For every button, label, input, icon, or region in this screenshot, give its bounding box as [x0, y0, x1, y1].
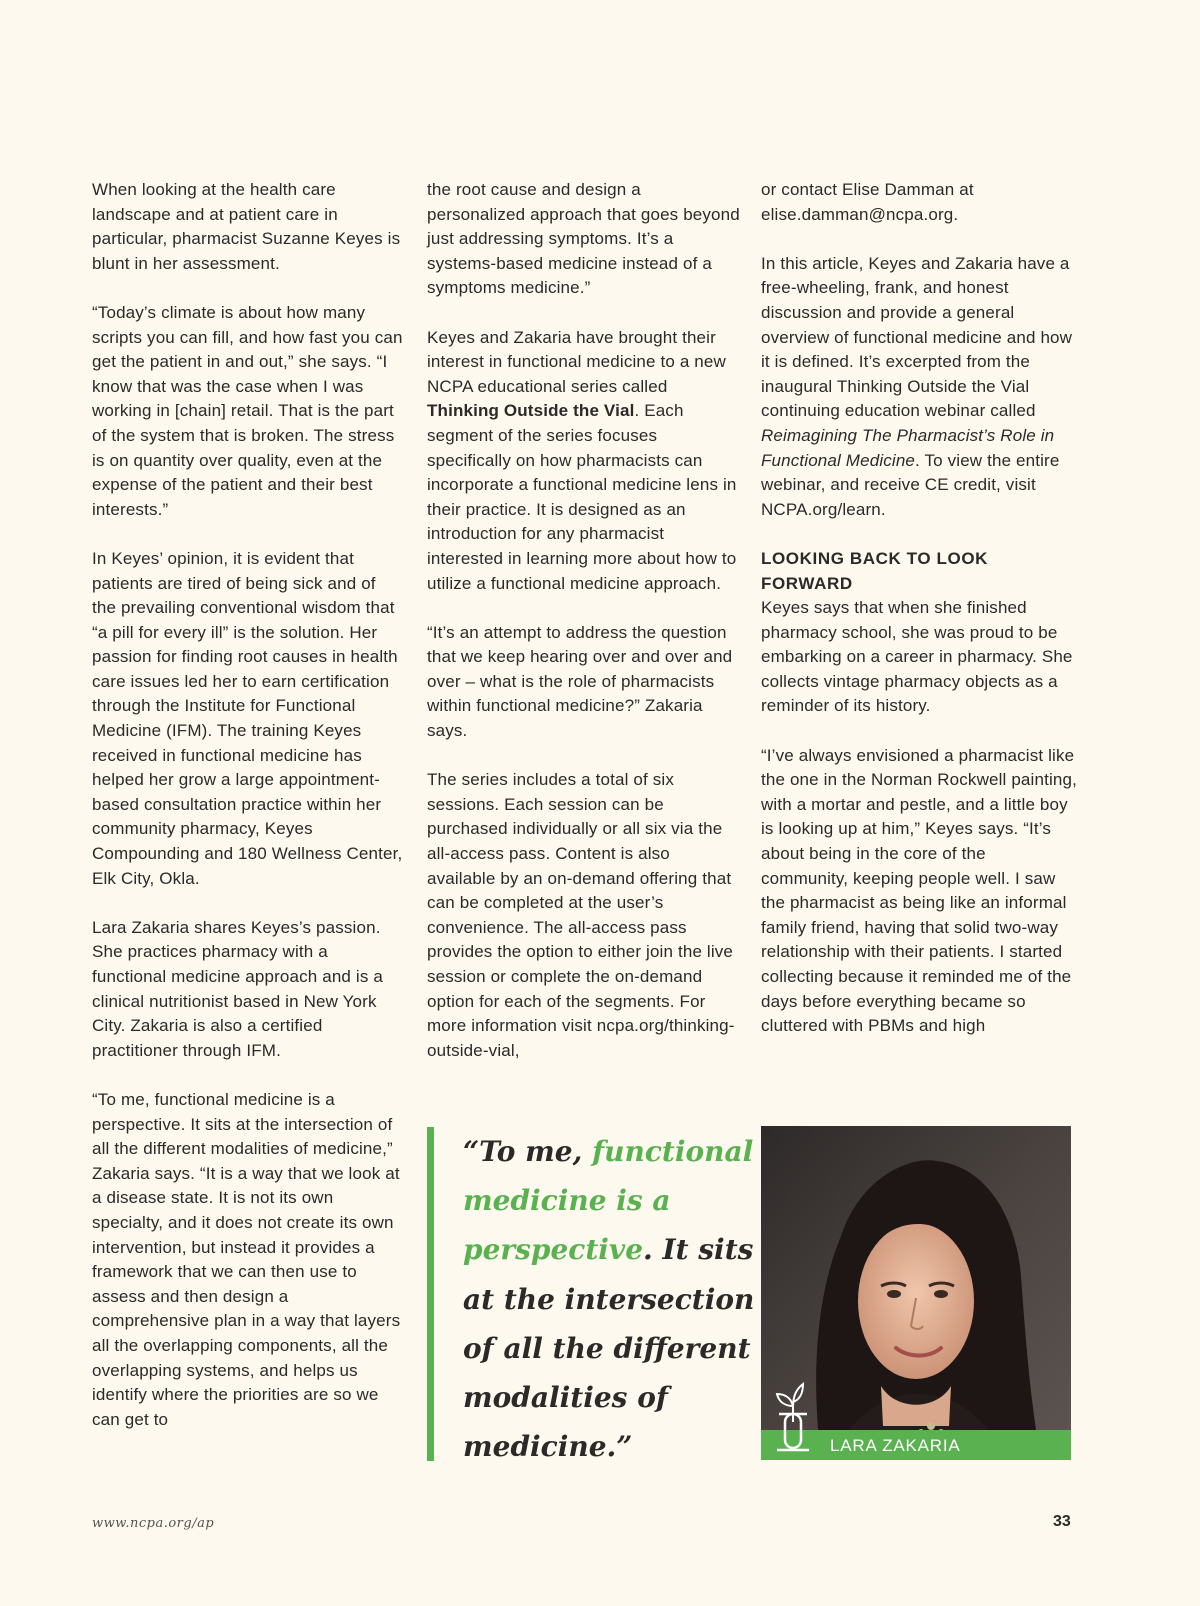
pull-quote-open: “To me, [463, 1135, 593, 1168]
webinar-title: Reimagining The Pharmacist’s Role in Functional Medicine [761, 425, 1055, 470]
body-paragraph [427, 326, 742, 597]
article-column-1 [92, 178, 404, 1432]
body-paragraph: or contact Elise Damman at elise.damman@ncpa.org. [761, 180, 974, 224]
pull-quote-rest: . It sits at the intersection of all the different modalities of medicine.” [463, 1233, 755, 1464]
body-paragraph: When looking at the health care landscape and at patient care in particular, pharmacist Suzanne Keyes is blunt in her assessment. [92, 180, 401, 273]
body-paragraph: In Keyes’ opinion, it is evident that patients are tired of being sick and of the prevailing conventional wisdom that “a pill for every ill” is the solution. Her passion for finding root causes in health care issues led her to earn certification through the Institute for Functional Medicine (IFM). The training Keyes received in functional medicine has helped her grow a large appointment-based consultation practice within her community pharmacy, Keyes Compounding and 180 Wellness Center, Elk City, Okla. [92, 548, 403, 888]
series-name: Thinking Outside the Vial [427, 401, 635, 421]
photo-caption: LARA ZAKARIA [830, 1436, 961, 1455]
text-run: . To view the entire webinar, and receive CE credit, visit NCPA.org/learn. [761, 450, 1060, 519]
body-paragraph: “To me, functional medicine is a perspective. It sits at the intersection of all the different modalities of medicine,” Zakaria says. “It is a way that we look at a disease state. It is not its own specialty, and it does not create its own intervention, but instead it provides a framework that we can then use to assess and then design a comprehensive plan in a way that layers all the overlapping components, all the overlapping systems, and helps us identify where the priorities are so we can get to [92, 1089, 401, 1429]
body-paragraph: the root cause and design a personalized approach that goes beyond just addressing symptoms. It’s a systems-based medicine instead of a symptoms medicine.” [427, 180, 740, 298]
body-paragraph: “I’ve always envisioned a pharmacist like the one in the Norman Rockwell painting, with a mortar and pestle, and a little boy is looking up at him,” Keyes says. “It’s about being in the core of the community, keeping people well. I saw the pharmacist as being like an informal family friend, having that solid two-way relationship with their patients. I started collecting because it reminded me of the days before everything became so cluttered with PBMs and high [761, 745, 1077, 1036]
article-column-3 [761, 178, 1077, 1039]
body-paragraph: The series includes a total of six sessions. Each session can be purchased individually or all six via the all-access pass. Content is also available by an on-demand offering that can be completed at the user’s convenience. The all-access pass provides the option to either join the live session or complete the on-demand option for each of the segments. For more information visit ncpa.org/thinking-outside-vial, [427, 770, 735, 1060]
body-paragraph: Lara Zakaria shares Keyes’s passion. She practices pharmacy with a functional medicine approach and is a clinical nutritionist based in New York City. Zakaria is also a certified practitioner through IFM. [92, 917, 383, 1060]
body-paragraph: “Today’s climate is about how many scripts you can fill, and how fast you can get the patient in and out,” she says. “I know that was the case when I was working in [chain] retail. That is the part of the system that is broken. The stress is on quantity over quality, even at the expense of the patient and their best interests.” [92, 302, 403, 519]
section-heading: LOOKING BACK TO LOOK FORWARD [761, 548, 989, 593]
footer-url: www.ncpa.org/ap [92, 1516, 215, 1531]
pull-quote-highlight: functional medicine is a perspective [463, 1135, 754, 1267]
pull-quote [427, 1127, 761, 1464]
body-paragraph [761, 252, 1077, 523]
text-run: Keyes and Zakaria have brought their interest in functional medicine to a new NCPA educational series called [427, 327, 726, 396]
body-paragraph: Keyes says that when she finished pharmacy school, she was proud to be embarking on a career in pharmacy. She collects vintage pharmacy objects as a reminder of its history. [761, 598, 1073, 716]
page-number: 33 [1053, 1513, 1071, 1530]
body-paragraph: “It’s an attempt to address the question that we keep hearing over and over and over – what is the role of pharmacists within functional medicine?” Zakaria says. [427, 622, 733, 741]
text-run: . Each segment of the series focuses specifically on how pharmacists can incorporate a functional medicine lens in their practice. It is designed as an introduction for any pharmacist interested in learning more about how to utilize a functional medicine approach. [427, 401, 737, 593]
vial-sprout-icon [773, 1378, 813, 1454]
portrait-photo [761, 1126, 1071, 1460]
article-column-2 [427, 178, 742, 1063]
text-run: In this article, Keyes and Zakaria have a free-wheeling, frank, and honest discussion and provide a general overview of functional medicine and how it is defined. It’s excerpted from the inaugural Thinking Outside the Vial continuing education webinar called [761, 253, 1073, 421]
